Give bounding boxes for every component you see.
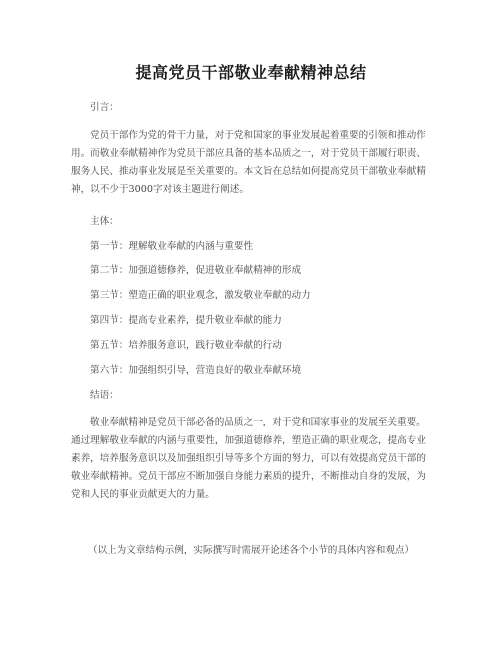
body-label: 主体：: [90, 216, 119, 227]
structure-note: （以上为文章结构示例，实际撰写时需展开论述各个小节的具体内容和观点）: [87, 545, 415, 556]
conclusion-label: 结语：: [90, 390, 119, 401]
section-item: 第五节：培养服务意识，践行敬业奉献的行动: [90, 340, 282, 351]
document-title: 提高党员干部敬业奉献精神总结: [135, 63, 367, 82]
intro-label: 引言：: [90, 102, 119, 113]
section-item: 第六节：加强组织引导，营造良好的敬业奉献环境: [90, 365, 302, 376]
section-item: 第四节：提高专业素养，提升敬业奉献的能力: [90, 315, 282, 326]
conclusion-paragraph: 敬业奉献精神是党员干部必备的品质之一，对于党和国家事业的发展至关重要。通过理解敬业奉献的内涵与重要性，加强道德修养，塑造正确的职业观念，提高专业素养，培养服务意识以及加强组织引导等多个方面的努力，可以有效提高党员干部的敬业奉献精神。党员干部应不断加强自身能力素质的提升，不断推动自身的发展，为党和人民的事业贡献更大的力量。: [71, 417, 426, 500]
section-item: 第三节：塑造正确的职业观念，激发敬业奉献的动力: [90, 290, 311, 301]
intro-paragraph: 党员干部作为党的骨干力量，对于党和国家的事业发展起着重要的引领和推动作用。而敬业奉献精神作为党员干部应具备的基本品质之一，对于党员干部履行职责、服务人民、推动事业发展是至关重要的。本文旨在总结如何提高党员干部敬业奉献精神，以不少于3000字对该主题进行阐述。: [71, 130, 426, 195]
section-item: 第二节：加强道德修养，促进敬业奉献精神的形成: [90, 265, 302, 276]
section-item: 第一节：理解敬业奉献的内涵与重要性: [90, 241, 254, 252]
